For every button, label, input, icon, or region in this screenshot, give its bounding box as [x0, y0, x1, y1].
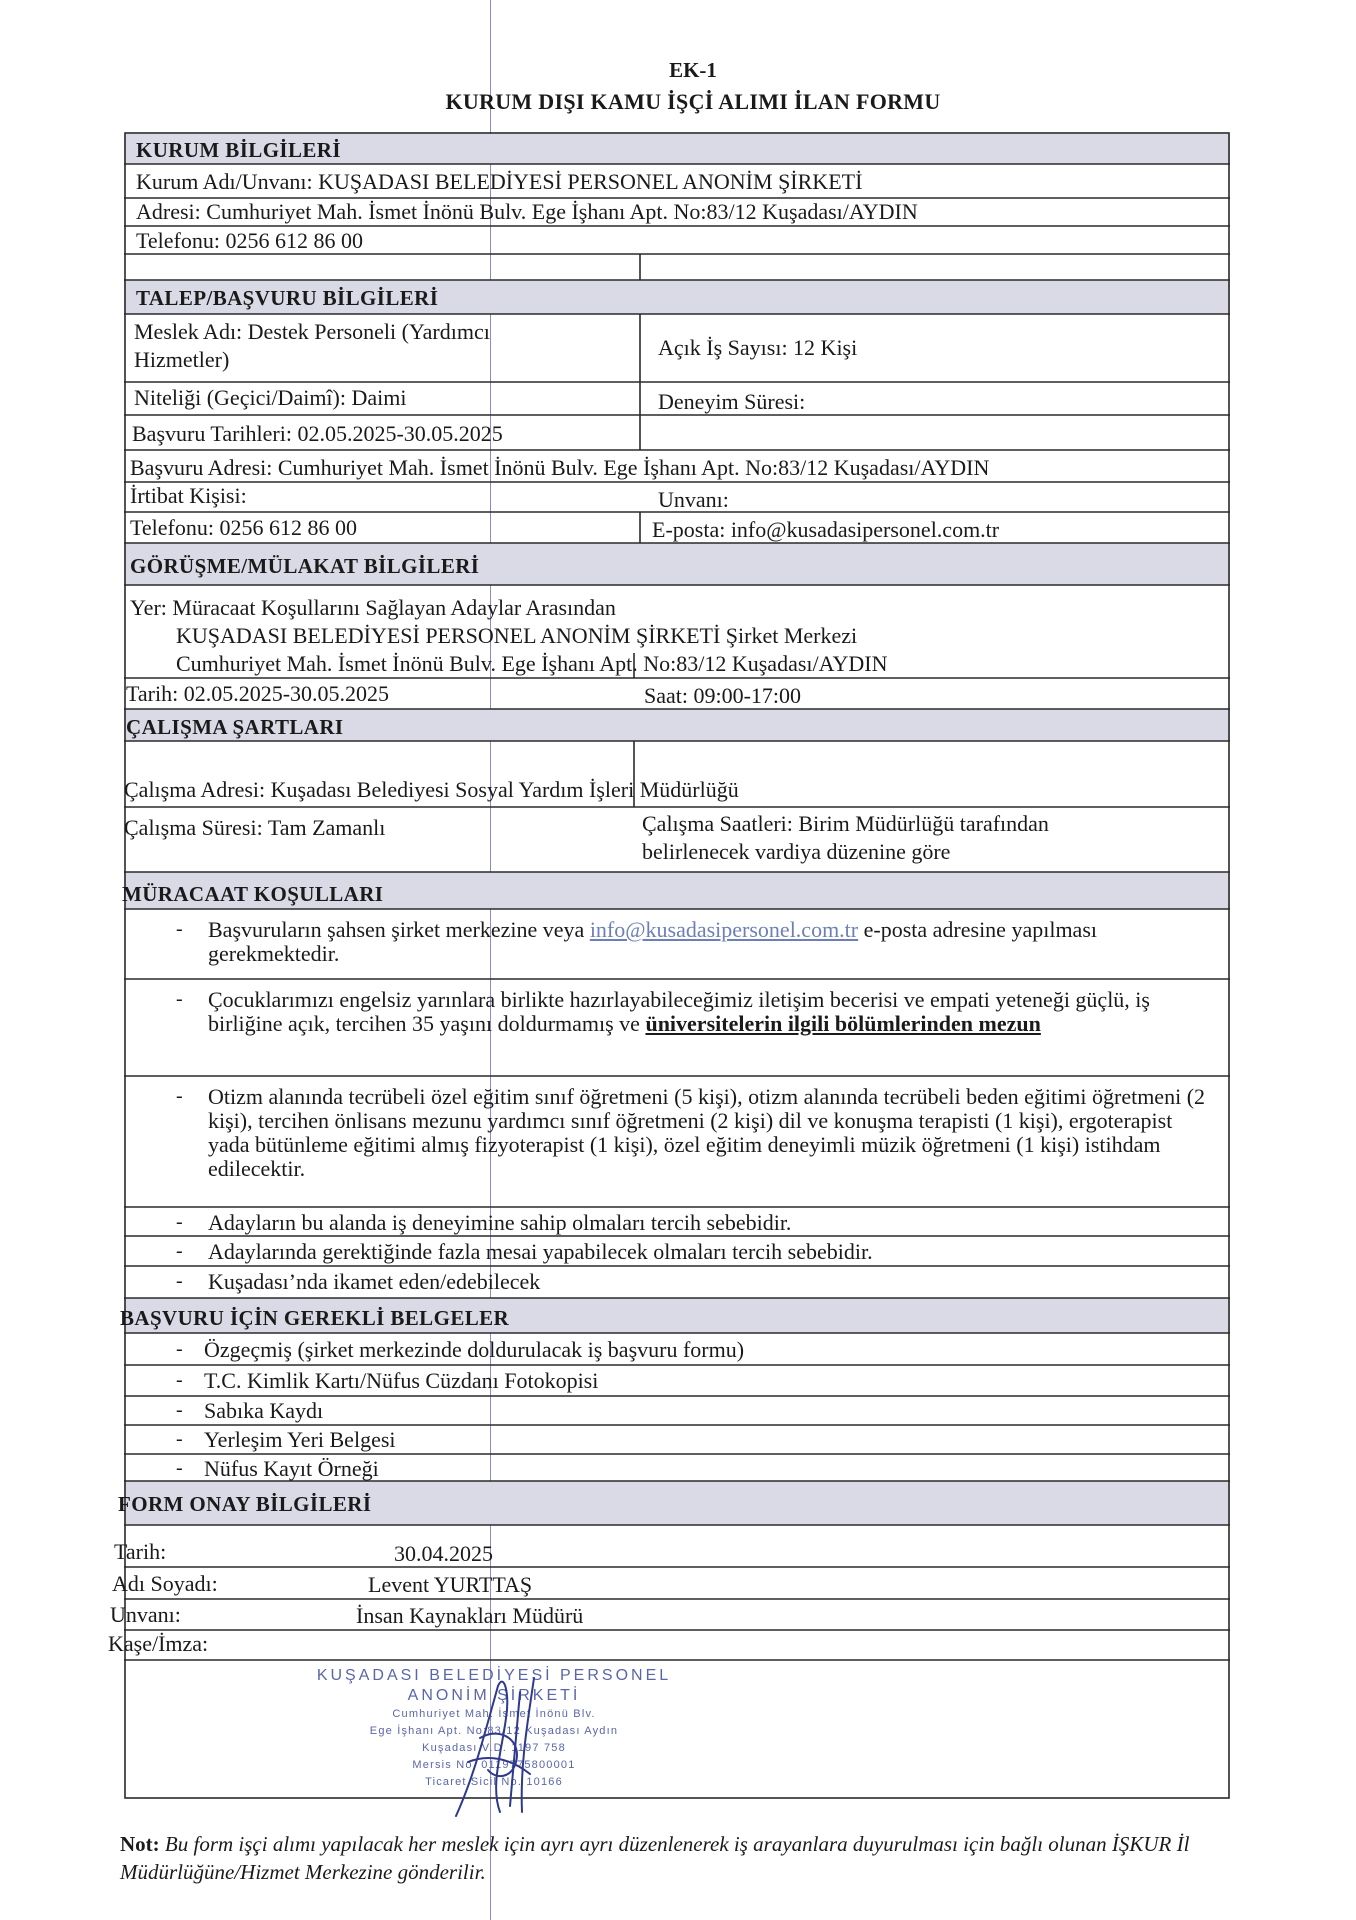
work-hours-line-1: Çalışma Saatleri: Birim Müdürlüğü tarafından — [642, 811, 1049, 836]
bullet-marker: - — [176, 1211, 183, 1233]
page-title: KURUM DIŞI KAMU İŞÇİ ALIMI İLAN FORMU — [445, 89, 941, 114]
section-heading-talep: TALEP/BAŞVURU BİLGİLERİ — [136, 286, 439, 310]
approval-date-label: Tarih: — [114, 1539, 167, 1564]
bullet-marker: - — [176, 1338, 183, 1360]
announcement-form — [108, 132, 1230, 1800]
footer-note-label: Not: — [120, 1832, 160, 1856]
section-heading-onay: FORM ONAY BİLGİLERİ — [118, 1492, 372, 1516]
work-hours-line-2: belirlenecek vardiya düzenine göre — [642, 839, 951, 864]
document-item: T.C. Kimlik Kartı/Nüfus Cüzdanı Fotokopisi — [204, 1368, 599, 1393]
approver-title-label: Unvanı: — [110, 1602, 181, 1627]
stamp-signature-label: Kaşe/İmza: — [108, 1631, 209, 1656]
condition-application-method — [208, 918, 1208, 966]
section-heading-calisma: ÇALIŞMA ŞARTLARI — [126, 715, 344, 739]
bullet-marker: - — [176, 918, 183, 940]
experience-required: Deneyim Süresi: — [658, 389, 806, 414]
section-heading-kurum: KURUM BİLGİLERİ — [136, 138, 341, 162]
document-item: Sabıka Kaydı — [204, 1398, 324, 1423]
job-title-line-1: Meslek Adı: Destek Personeli (Yardımcı — [134, 319, 490, 344]
condition-text: Çocuklarımızı engelsiz yarınlara birlikte hazırlayabileceğimiz iletişim becerisi ve empati yeteneği güçlü, iş birliğine açık, tercihen 35 yaşını doldurmamış ve — [208, 987, 1150, 1036]
bullet-marker: - — [176, 1428, 183, 1450]
approver-name-value: Levent YURTTAŞ — [368, 1572, 533, 1597]
footer-note — [120, 1830, 1230, 1886]
bullet-marker: - — [176, 1270, 183, 1292]
document-item: Nüfus Kayıt Örneği — [204, 1456, 379, 1481]
section-heading-muracaat: MÜRACAAT KOŞULLARI — [122, 882, 384, 906]
institution-address: Adresi: Cumhuriyet Mah. İsmet İnönü Bulv. Ege İşhanı Apt. No:83/12 Kuşadası/AYDIN — [136, 199, 918, 224]
document-item: Özgeçmiş (şirket merkezinde doldurulacak iş başvuru formu) — [204, 1337, 745, 1362]
work-address: Çalışma Adresi: Kuşadası Belediyesi Sosyal Yardım İşleri Müdürlüğü — [124, 777, 739, 802]
stamp-line: Mersis No. 0119775800001 — [412, 1759, 576, 1771]
condition-text: Başvuruların şahsen şirket merkezine veya — [208, 917, 590, 942]
condition-positions: Otizm alanında tecrübeli özel eğitim sınıf öğretmeni (5 kişi), otizm alanında tecrübeli beden eğitimi öğretmeni (2 kişi), tercihen önlisans mezunu yardımcı sınıf öğretmeni (2 kişi) dil ve konuşma terapisti (1 kişi), ergoterapist yada bütünleme eğitimi almış fizyoterapist (1 kişi), özel eğitim deneyimli müzik öğretmeni (1 kişi) istihdam edilecektir. — [208, 1084, 1206, 1181]
stamp-line: Kuşadası V.D. 1197 758 — [422, 1742, 566, 1754]
bullet-marker: - — [176, 1085, 183, 1107]
bullet-marker: - — [176, 1369, 183, 1391]
contact-email: E-posta: info@kusadasipersonel.com.tr — [652, 517, 1000, 542]
open-positions: Açık İş Sayısı: 12 Kişi — [658, 335, 858, 360]
bullet-marker: - — [176, 988, 183, 1010]
institution-name: Kurum Adı/Unvanı: KUŞADASI BELEDİYESİ PERSONEL ANONİM ŞİRKETİ — [136, 169, 863, 194]
approver-title-value: İnsan Kaynakları Müdürü — [356, 1603, 584, 1628]
document-header — [0, 58, 1356, 115]
condition-emphasis: üniversitelerin ilgili bölümlerinden mezun — [645, 1011, 1041, 1036]
contact-person: İrtibat Kişisi: — [130, 483, 247, 508]
document-item: Yerleşim Yeri Belgesi — [204, 1427, 396, 1452]
bullet-marker: - — [176, 1457, 183, 1479]
stamp-line: Cumhuriyet Mah. İsmet İnönü Blv. — [392, 1708, 596, 1720]
condition-experience: Adayların bu alanda iş deneyimine sahip olmaları tercih sebebidir. — [208, 1210, 792, 1235]
interview-place-line-1: Yer: Müracaat Koşullarını Sağlayan Adaylar Arasından — [130, 595, 616, 620]
institution-phone: Telefonu: 0256 612 86 00 — [136, 228, 363, 253]
handwritten-signature — [284, 1666, 704, 1826]
job-nature: Niteliği (Geçici/Daimî): Daimi — [134, 385, 407, 410]
approval-date-value: 30.04.2025 — [394, 1541, 493, 1566]
bullet-marker: - — [176, 1399, 183, 1421]
contact-phone: Telefonu: 0256 612 86 00 — [130, 515, 357, 540]
contact-title: Unvanı: — [658, 487, 729, 512]
job-title-line-2: Hizmetler) — [134, 347, 230, 372]
form-grid-lines — [124, 132, 1230, 1800]
section-heading-belgeler: BAŞVURU İÇİN GEREKLİ BELGELER — [120, 1306, 510, 1330]
stamp-line: ANONİM ŞİRKETİ — [407, 1687, 581, 1704]
condition-text: e-posta adresine yapılması gerekmektedir. — [208, 917, 1097, 966]
interview-time: Saat: 09:00-17:00 — [644, 683, 802, 708]
approver-name-label: Adı Soyadı: — [112, 1571, 218, 1596]
condition-candidate-profile — [208, 988, 1208, 1036]
section-heading-gorusme: GÖRÜŞME/MÜLAKAT BİLGİLERİ — [130, 554, 480, 578]
work-duration: Çalışma Süresi: Tam Zamanlı — [124, 815, 386, 840]
application-dates: Başvuru Tarihleri: 02.05.2025-30.05.2025 — [132, 421, 503, 446]
email-link[interactable]: info@kusadasipersonel.com.tr — [589, 917, 859, 942]
bullet-marker: - — [176, 1240, 183, 1262]
application-address: Başvuru Adresi: Cumhuriyet Mah. İsmet İnönü Bulv. Ege İşhanı Apt. No:83/12 Kuşadası/AYDIN — [130, 455, 990, 480]
condition-residence: Kuşadası’nda ikamet eden/edebilecek — [208, 1269, 541, 1294]
condition-overtime: Adaylarında gerektiğinde fazla mesai yapabilecek olmaları tercih sebebidir. — [208, 1239, 873, 1264]
stamp-line: Ege İşhanı Apt. No:83/12 Kuşadası Aydın — [369, 1725, 619, 1737]
stamp-line: Ticaret Sicil No. 10166 — [425, 1776, 563, 1788]
annex-label: EK-1 — [669, 58, 717, 82]
footer-note-text: Bu form işçi alımı yapılacak her meslek için ayrı ayrı düzenlenerek iş arayanlara duyurulması için bağlı olunan İŞKUR İl Müdürlüğüne/Hizmet Merkezine gönderilir. — [120, 1832, 1190, 1884]
interview-place-line-3: Cumhuriyet Mah. İsmet İnönü Bulv. Ege İşhanı Apt. No:83/12 Kuşadası/AYDIN — [176, 651, 888, 676]
interview-date: Tarih: 02.05.2025-30.05.2025 — [126, 681, 390, 706]
company-stamp — [284, 1666, 704, 1826]
interview-place-line-2: KUŞADASI BELEDİYESİ PERSONEL ANONİM ŞİRKETİ Şirket Merkezi — [176, 623, 858, 648]
stamp-line: KUŞADASI BELEDİYESİ PERSONEL — [316, 1667, 672, 1684]
